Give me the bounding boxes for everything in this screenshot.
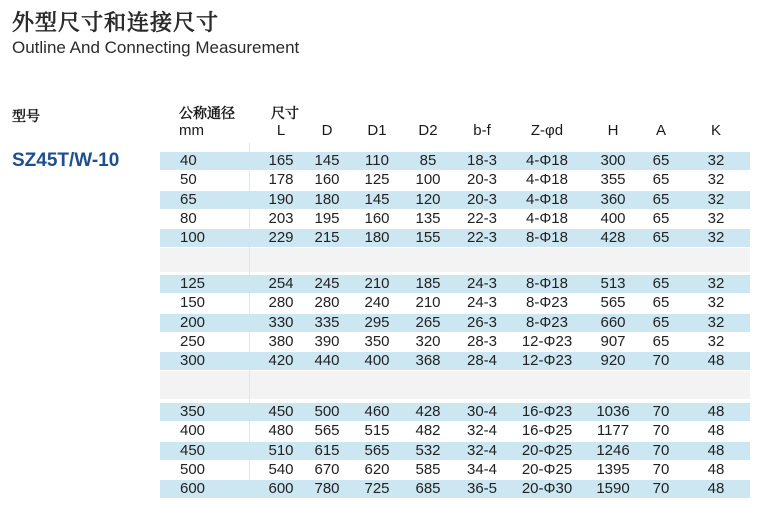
k-cell: 48 xyxy=(707,422,725,440)
table-row xyxy=(160,480,750,498)
bf-cell: 22-3 xyxy=(466,229,498,247)
bf-cell: 32-4 xyxy=(466,422,498,440)
l-cell: 280 xyxy=(268,294,294,312)
zd-cell: 20-Φ25 xyxy=(521,441,573,459)
a-cell: 65 xyxy=(652,229,670,247)
a-cell: 65 xyxy=(652,152,670,169)
k-cell: 32 xyxy=(707,313,725,331)
h-cell: 1036 xyxy=(596,403,630,420)
nominal-diameter-cell: 100 xyxy=(180,229,206,247)
bf-cell: 32-4 xyxy=(466,441,498,459)
table-row xyxy=(160,333,750,351)
nominal-diameter-cell: 600 xyxy=(180,480,206,498)
table-row xyxy=(160,152,750,170)
d-cell: 780 xyxy=(314,480,340,498)
d1-cell: 180 xyxy=(364,229,390,247)
bf-cell: 26-3 xyxy=(466,313,498,331)
table-row xyxy=(160,275,750,293)
l-cell: 600 xyxy=(268,480,294,498)
k-cell: 32 xyxy=(707,332,725,350)
a-cell: 70 xyxy=(652,403,670,420)
d1-cell: 515 xyxy=(364,422,390,440)
a-cell: 70 xyxy=(652,352,670,370)
k-cell: 32 xyxy=(707,294,725,312)
d-cell: 195 xyxy=(314,209,340,227)
d2-cell: 85 xyxy=(419,152,437,169)
d2-cell: 368 xyxy=(415,352,441,370)
k-cell: 48 xyxy=(707,480,725,498)
k-cell: 32 xyxy=(707,171,725,189)
k-cell: 32 xyxy=(707,275,725,292)
nominal-diameter-cell: 125 xyxy=(180,275,206,292)
nominal-diameter-cell: 200 xyxy=(180,313,206,331)
d1-cell: 350 xyxy=(364,332,390,350)
d2-cell: 585 xyxy=(415,460,441,478)
model-header: 型号 xyxy=(12,109,40,125)
a-cell: 70 xyxy=(652,480,670,498)
h-cell: 513 xyxy=(600,275,626,292)
l-cell: 450 xyxy=(268,403,294,420)
l-cell: 510 xyxy=(268,441,294,459)
table-row xyxy=(160,461,750,479)
bf-cell: 20-3 xyxy=(466,190,498,208)
table-row xyxy=(160,191,750,209)
d2-cell: 155 xyxy=(415,229,441,247)
l-cell: 480 xyxy=(268,422,294,440)
d1-cell: 125 xyxy=(364,171,390,189)
d-cell: 565 xyxy=(314,422,340,440)
h-cell: 660 xyxy=(600,313,626,331)
d-cell: 670 xyxy=(314,460,340,478)
k-cell: 48 xyxy=(707,441,725,459)
d2-cell: 265 xyxy=(415,313,441,331)
nominal-diameter-cell: 300 xyxy=(180,352,206,370)
bf-cell: 24-3 xyxy=(466,275,498,292)
zd-cell: 4-Φ18 xyxy=(526,171,568,189)
table-row xyxy=(160,352,750,370)
d2-cell: 532 xyxy=(415,441,441,459)
table-row xyxy=(160,210,750,228)
h-cell: 1177 xyxy=(596,422,630,440)
bf-cell: 18-3 xyxy=(466,152,498,169)
bf-cell: 20-3 xyxy=(466,171,498,189)
bf-cell: 22-3 xyxy=(466,209,498,227)
l-cell: 165 xyxy=(268,152,294,169)
nominal-diameter-cell: 250 xyxy=(180,332,206,350)
column-header-k: K xyxy=(710,122,721,139)
l-cell: 229 xyxy=(268,229,294,247)
column-header-d: D xyxy=(321,122,333,139)
table-row xyxy=(160,422,750,440)
h-cell: 355 xyxy=(600,171,626,189)
d1-cell: 295 xyxy=(364,313,390,331)
h-cell: 1395 xyxy=(596,460,630,478)
d2-cell: 320 xyxy=(415,332,441,350)
zd-cell: 20-Φ25 xyxy=(521,460,573,478)
size-header: 尺寸 xyxy=(271,106,299,122)
k-cell: 48 xyxy=(707,460,725,478)
h-cell: 300 xyxy=(600,152,626,169)
nominal-diameter-cell: 400 xyxy=(180,422,206,440)
h-cell: 360 xyxy=(600,190,626,208)
bf-cell: 24-3 xyxy=(466,294,498,312)
page-title: 外型尺寸和连接尺寸 xyxy=(12,11,220,36)
h-cell: 428 xyxy=(600,229,626,247)
nominal-diameter-cell: 150 xyxy=(180,294,206,312)
l-cell: 190 xyxy=(268,190,294,208)
d-cell: 335 xyxy=(314,313,340,331)
d1-cell: 110 xyxy=(365,152,389,169)
nominal-diameter-cell: 500 xyxy=(180,460,206,478)
d-cell: 215 xyxy=(314,229,340,247)
k-cell: 32 xyxy=(707,190,725,208)
d2-cell: 685 xyxy=(415,480,441,498)
d-cell: 160 xyxy=(314,171,340,189)
d2-cell: 120 xyxy=(415,190,441,208)
k-cell: 48 xyxy=(707,403,725,420)
zd-cell: 8-Φ18 xyxy=(526,229,568,247)
zd-cell: 8-Φ23 xyxy=(526,294,568,312)
d1-cell: 620 xyxy=(364,460,390,478)
column-header-l: L xyxy=(276,122,286,139)
l-cell: 540 xyxy=(268,460,294,478)
column-header-zd: Z-φd xyxy=(530,122,564,139)
a-cell: 65 xyxy=(652,294,670,312)
zd-cell: 4-Φ18 xyxy=(526,152,568,169)
zd-cell: 16-Φ23 xyxy=(521,403,573,420)
zd-cell: 4-Φ18 xyxy=(526,209,568,227)
zd-cell: 12-Φ23 xyxy=(521,352,573,370)
h-cell: 1590 xyxy=(596,480,630,498)
bf-cell: 36-5 xyxy=(466,480,498,498)
d1-cell: 240 xyxy=(364,294,390,312)
a-cell: 65 xyxy=(652,190,670,208)
nominal-diameter-cell: 50 xyxy=(180,171,197,189)
a-cell: 65 xyxy=(652,171,670,189)
d-cell: 280 xyxy=(314,294,340,312)
a-cell: 70 xyxy=(652,460,670,478)
nominal-diameter-cell: 350 xyxy=(180,403,206,420)
l-cell: 380 xyxy=(268,332,294,350)
nominal-diameter-cell: 80 xyxy=(180,209,197,227)
nominal-diameter-cell: 65 xyxy=(180,190,197,208)
bf-cell: 28-4 xyxy=(466,352,498,370)
d-cell: 245 xyxy=(314,275,340,292)
table-row xyxy=(160,403,750,421)
bf-cell: 34-4 xyxy=(466,460,498,478)
model-name: SZ45T/W-10 xyxy=(12,150,120,171)
zd-cell: 8-Φ18 xyxy=(526,275,568,292)
d1-cell: 725 xyxy=(364,480,390,498)
d1-cell: 210 xyxy=(364,275,390,292)
h-cell: 920 xyxy=(600,352,626,370)
table-row xyxy=(160,294,750,312)
d-cell: 390 xyxy=(314,332,340,350)
page-subtitle: Outline And Connecting Measurement xyxy=(12,38,300,57)
a-cell: 65 xyxy=(652,332,670,350)
d2-cell: 428 xyxy=(415,403,441,420)
d1-cell: 145 xyxy=(364,190,390,208)
l-cell: 203 xyxy=(268,209,294,227)
bf-cell: 28-3 xyxy=(466,332,498,350)
a-cell: 70 xyxy=(652,422,670,440)
nominal-diameter-header: 公称通径 xyxy=(179,106,235,122)
nominal-unit-header: mm xyxy=(179,122,204,139)
zd-cell: 16-Φ25 xyxy=(521,422,573,440)
column-header-bf: b-f xyxy=(473,122,491,139)
zd-cell: 20-Φ30 xyxy=(521,480,573,498)
table-row xyxy=(160,314,750,332)
l-cell: 178 xyxy=(268,171,294,189)
l-cell: 254 xyxy=(268,275,294,292)
nominal-diameter-cell: 450 xyxy=(180,441,206,459)
table-row xyxy=(160,442,750,460)
k-cell: 32 xyxy=(707,229,725,247)
d-cell: 615 xyxy=(314,441,340,459)
a-cell: 70 xyxy=(652,441,670,459)
bf-cell: 30-4 xyxy=(466,403,498,420)
d1-cell: 565 xyxy=(364,441,390,459)
d-cell: 500 xyxy=(314,403,340,420)
zd-cell: 12-Φ23 xyxy=(521,332,573,350)
k-cell: 32 xyxy=(707,209,725,227)
a-cell: 65 xyxy=(652,275,670,292)
a-cell: 65 xyxy=(652,209,670,227)
column-header-h: H xyxy=(607,122,619,139)
d2-cell: 135 xyxy=(415,209,441,227)
zd-cell: 8-Φ23 xyxy=(526,313,568,331)
h-cell: 400 xyxy=(600,209,626,227)
l-cell: 330 xyxy=(268,313,294,331)
d2-cell: 482 xyxy=(415,422,441,440)
d-cell: 145 xyxy=(314,152,340,169)
table-row xyxy=(160,229,750,247)
l-cell: 420 xyxy=(268,352,294,370)
d-cell: 440 xyxy=(314,352,340,370)
a-cell: 65 xyxy=(652,313,670,331)
d2-cell: 185 xyxy=(415,275,441,292)
column-header-a: A xyxy=(655,122,666,139)
k-cell: 32 xyxy=(707,152,725,169)
nominal-diameter-cell: 40 xyxy=(180,152,197,169)
d1-cell: 160 xyxy=(364,209,390,227)
column-header-d1: D1 xyxy=(367,122,387,139)
h-cell: 565 xyxy=(600,294,626,312)
d2-cell: 100 xyxy=(415,171,441,189)
h-cell: 1246 xyxy=(596,441,630,459)
d2-cell: 210 xyxy=(415,294,441,312)
d-cell: 180 xyxy=(314,190,340,208)
d1-cell: 460 xyxy=(364,403,390,420)
k-cell: 48 xyxy=(707,352,725,370)
h-cell: 907 xyxy=(600,332,626,350)
column-header-d2: D2 xyxy=(418,122,438,139)
zd-cell: 4-Φ18 xyxy=(526,190,568,208)
d1-cell: 400 xyxy=(364,352,390,370)
table-row xyxy=(160,171,750,189)
